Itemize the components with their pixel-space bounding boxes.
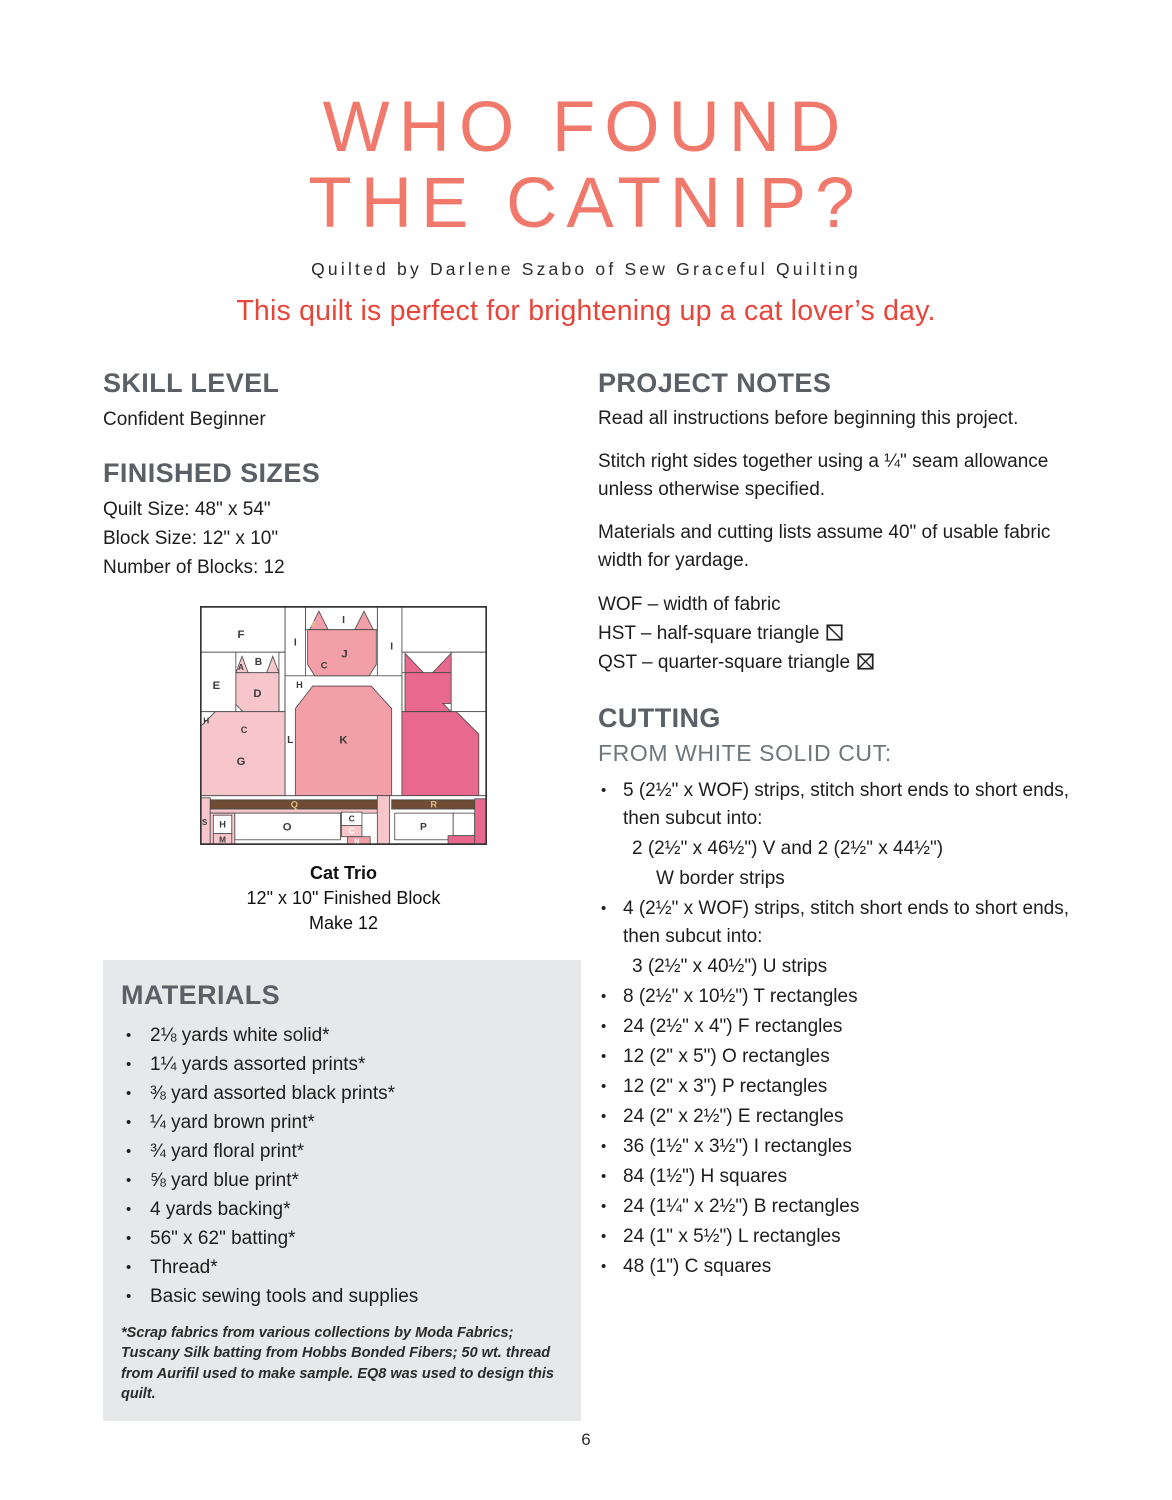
bullet-text: 4 yards backing* <box>150 1198 291 1220</box>
page-header <box>0 0 1172 328</box>
bullet-dot: • <box>601 987 607 1005</box>
bullet-dot: • <box>126 1200 132 1218</box>
middle-pink-strip <box>377 796 389 845</box>
bullet-item <box>121 1253 561 1282</box>
bullet-text: ⅜ yard assorted black prints* <box>150 1082 396 1104</box>
text-line: Number of Blocks: 12 <box>103 556 285 578</box>
bullet-dot: • <box>126 1229 132 1247</box>
bullet-item <box>121 1079 561 1108</box>
paragraph: Read all instructions before beginning this project. <box>598 407 1019 429</box>
diagram-label-A: A <box>238 663 244 673</box>
diagram-label-H: H <box>203 716 210 726</box>
cutting-heading: CUTTING <box>598 702 721 733</box>
abbreviation-line <box>598 619 1076 648</box>
bullet-text: ¼ yard brown print* <box>150 1111 315 1133</box>
cutting-text: 36 (1½" x 3½") I rectangles <box>623 1135 852 1157</box>
figure-caption-size: 12" x 10" Finished Block <box>246 887 441 908</box>
abbreviation-list <box>598 590 1076 677</box>
materials-section <box>103 960 581 1421</box>
finished-sizes-section <box>103 458 583 582</box>
materials-footnote: *Scrap fabrics from various collections by Moda Fabrics; Tuscany Silk batting from Hobbs Bonded Fibers; 50 wt. thread from Aurifil used to make sample. EQ8 was used to design this quilt. <box>121 1324 554 1403</box>
byline: Quilted by Darlene Szabo of Sew Graceful Quilting <box>311 258 861 279</box>
figure-caption <box>200 861 487 936</box>
bullet-dot: • <box>126 1055 132 1073</box>
bullet-text: ⅝ yard blue print* <box>150 1169 299 1191</box>
page-number: 6 <box>581 1430 591 1449</box>
bullet-text: 2⅛ yards white solid* <box>150 1024 330 1046</box>
tagline: This quilt is perfect for brightening up a cat lover’s day. <box>236 294 936 327</box>
abbreviation-line <box>598 590 1076 619</box>
bullet-item <box>121 1108 561 1137</box>
cutting-text: 2 (2½" x 46½") V and 2 (2½" x 44½") <box>632 837 944 859</box>
cutting-item <box>598 953 1076 981</box>
diagram-label-I: I <box>342 614 345 626</box>
bullet-item <box>121 1166 561 1195</box>
diagram-label-C: C <box>348 814 355 824</box>
right-column <box>598 368 1076 1283</box>
diagram-label-M: M <box>219 835 226 845</box>
right-cat-head <box>405 673 451 712</box>
project-notes-heading: PROJECT NOTES <box>598 367 832 398</box>
bullet-dot: • <box>601 1227 607 1245</box>
diagram-label-I: I <box>390 641 394 653</box>
diagram-label-Q: Q <box>290 799 298 810</box>
abbreviation-line <box>598 648 1076 677</box>
text-line: Block Size: 12" x 10" <box>103 527 279 549</box>
cutting-text: 24 (2½" x 4") F rectangles <box>623 1015 843 1037</box>
cutting-item <box>598 777 1076 833</box>
right-cat-top <box>402 606 487 652</box>
bullet-dot: • <box>126 1171 132 1189</box>
cutting-text: W border strips <box>656 867 785 889</box>
diagram-label-C: C <box>240 725 248 736</box>
bullet-dot: • <box>126 1084 132 1102</box>
title-line-1: WHO FOUND <box>322 88 850 167</box>
cutting-item <box>598 1253 1076 1281</box>
cutting-item <box>598 1163 1076 1191</box>
cutting-text: 24 (2" x 2½") E rectangles <box>623 1105 844 1127</box>
finished-sizes-heading: FINISHED SIZES <box>103 457 321 488</box>
bullet-dot: • <box>601 1077 607 1095</box>
cutting-text: 12 (2" x 5") O rectangles <box>623 1045 830 1067</box>
paragraph: Stitch right sides together using a ¼" seam allowance unless otherwise specified. <box>598 450 1049 500</box>
bullet-dot: • <box>601 1167 607 1185</box>
diagram-label-H: H <box>219 819 226 830</box>
left-column <box>103 368 583 1421</box>
bullet-dot: • <box>601 1017 607 1035</box>
cutting-text: 48 (1") C squares <box>623 1255 772 1277</box>
cutting-item <box>598 983 1076 1011</box>
bullet-dot: • <box>126 1026 132 1044</box>
bullet-text: 1¼ yards assorted prints* <box>150 1053 366 1075</box>
diagram-label-G: G <box>236 755 246 768</box>
qst-icon <box>857 653 874 670</box>
cutting-item <box>598 1043 1076 1071</box>
cutting-text: 5 (2½" x WOF) strips, stitch short ends to short ends, then subcut into: <box>623 779 1070 829</box>
filler-right-of-D <box>279 652 285 711</box>
bullet-dot: • <box>601 1137 607 1155</box>
diagram-label-C: C <box>348 826 355 836</box>
bullet-item <box>121 1282 561 1311</box>
diagram-label-E: E <box>212 679 221 692</box>
cutting-subheading: FROM WHITE SOLID CUT: <box>598 739 892 766</box>
bullet-dot: • <box>126 1258 132 1276</box>
diagram-label-R: R <box>430 799 438 810</box>
skill-level-value: Confident Beginner <box>103 408 266 430</box>
bullet-item <box>121 1021 561 1050</box>
filler-right-of-P <box>453 813 475 836</box>
bullet-text: 56" x 62" batting* <box>150 1227 296 1249</box>
bullet-text: ¾ yard floral print* <box>150 1140 305 1162</box>
bullet-item <box>121 1224 561 1253</box>
diagram-label-J: J <box>341 648 348 661</box>
bullet-dot: • <box>601 1257 607 1275</box>
diagram-label-F: F <box>237 628 245 641</box>
quilt-block-diagram <box>200 606 487 845</box>
bullet-dot: • <box>601 781 607 799</box>
bullet-dot: • <box>601 1197 607 1215</box>
figure-caption-make: Make 12 <box>308 912 379 933</box>
diagram-label-N: N <box>354 837 360 845</box>
right-edge-strip <box>475 799 487 845</box>
bullet-dot: • <box>601 1047 607 1065</box>
paragraph: Materials and cutting lists assume 40" of usable fabric width for yardage. <box>598 521 1051 571</box>
cutting-section <box>598 703 1076 1281</box>
diagram-label-D: D <box>253 688 262 701</box>
cutting-item <box>598 1103 1076 1131</box>
diagram-label-C: C <box>320 660 328 671</box>
cutting-item <box>598 1193 1076 1221</box>
bullet-dot: • <box>601 899 607 917</box>
cutting-item <box>598 1013 1076 1041</box>
right-cat-body <box>402 712 479 796</box>
diagram-label-L: L <box>287 734 294 746</box>
materials-list <box>121 1021 561 1311</box>
materials-heading: MATERIALS <box>121 979 281 1010</box>
cutting-item <box>598 1223 1076 1251</box>
abbreviation-text: WOF – width of fabric <box>598 593 781 615</box>
diagram-label-H: H <box>296 679 303 690</box>
cutting-text: 12 (2" x 3") P rectangles <box>623 1075 828 1097</box>
diagram-label-K: K <box>339 734 348 747</box>
cutting-text: 8 (2½" x 10½") T rectangles <box>623 985 858 1007</box>
diagram-label-B: B <box>254 656 263 668</box>
hst-icon <box>826 624 843 641</box>
title-line-2: THE CATNIP? <box>308 163 864 243</box>
bullet-dot: • <box>126 1113 132 1131</box>
cutting-text: 24 (1" x 5½") L rectangles <box>623 1225 841 1247</box>
text-line: Quilt Size: 48" x 54" <box>103 498 271 520</box>
bullet-item <box>121 1050 561 1079</box>
skill-level-section <box>103 368 583 434</box>
right-of-head <box>451 652 487 711</box>
cutting-text: 4 (2½" x WOF) strips, stitch short ends to short ends, then subcut into: <box>623 897 1070 947</box>
diagram-label-S: S <box>201 817 208 827</box>
abbreviation-text: QST – quarter-square triangle <box>598 651 851 673</box>
bullet-item <box>121 1195 561 1224</box>
cutting-item <box>598 1073 1076 1101</box>
page-title <box>0 90 1172 242</box>
cutting-text: 24 (1¼" x 2½") B rectangles <box>623 1195 860 1217</box>
bullet-dot: • <box>126 1142 132 1160</box>
skill-level-heading: SKILL LEVEL <box>103 367 280 398</box>
content-columns <box>103 368 1076 1421</box>
finished-sizes-lines <box>103 495 583 582</box>
bullet-dot: • <box>126 1287 132 1305</box>
diagram-label-P: P <box>420 821 427 833</box>
quilt-block-figure <box>200 606 487 936</box>
project-notes-paragraphs <box>598 405 1076 575</box>
figure-caption-title: Cat Trio <box>309 862 377 883</box>
bullet-text: Basic sewing tools and supplies <box>150 1285 419 1307</box>
cutting-item <box>598 895 1076 951</box>
abbreviation-text: HST – half-square triangle <box>598 622 820 644</box>
cutting-item <box>598 1133 1076 1161</box>
bullet-dot: • <box>601 1107 607 1125</box>
diagram-label-O: O <box>282 821 292 834</box>
cutting-item <box>598 865 1076 893</box>
cutting-item <box>598 835 1076 863</box>
project-notes-section <box>598 368 1076 677</box>
cutting-list <box>598 777 1076 1281</box>
bullet-text: Thread* <box>150 1256 218 1278</box>
cutting-text: 84 (1½") H squares <box>623 1165 788 1187</box>
cutting-text: 3 (2½" x 40½") U strips <box>632 955 828 977</box>
diagram-label-I: I <box>293 637 297 649</box>
bullet-item <box>121 1137 561 1166</box>
diagram-label-A: A <box>310 619 317 629</box>
